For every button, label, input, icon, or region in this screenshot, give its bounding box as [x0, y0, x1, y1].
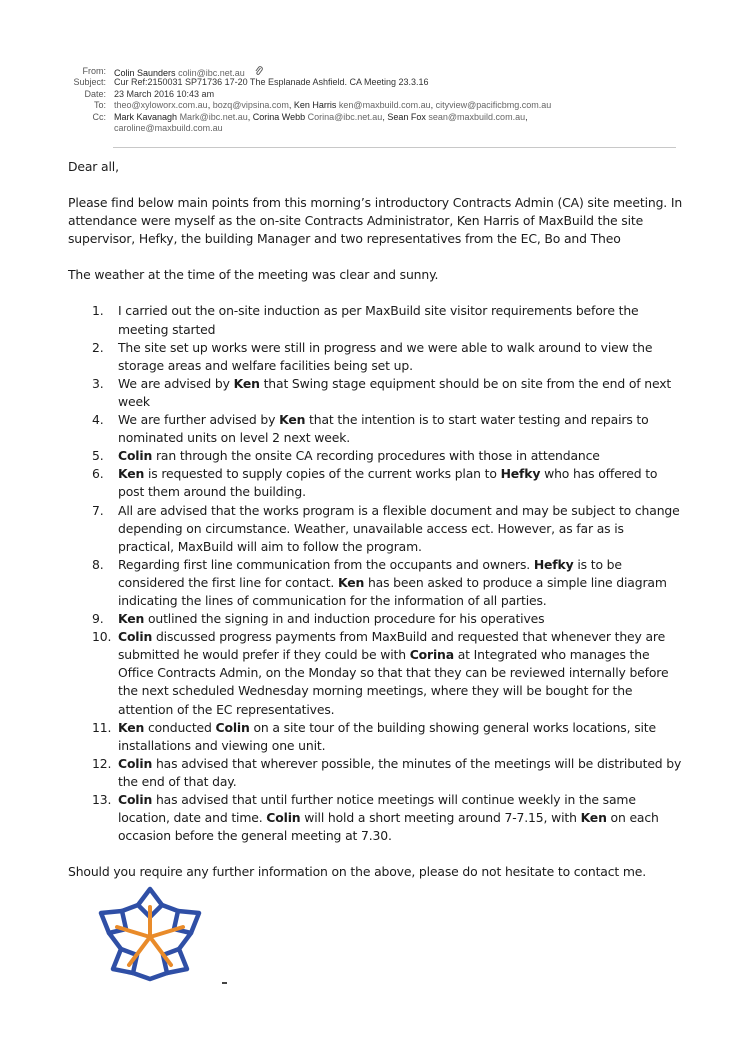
- list-item-text: outlined the signing in and induction procedure for his operatives: [144, 611, 545, 627]
- from-row: [0, 66, 744, 77]
- cc-row-continued: [0, 123, 744, 134]
- list-item-number: 6.: [92, 466, 104, 482]
- date-row: [0, 89, 744, 100]
- list-item-text: that the intention is to start water testing and repairs to nominated units on level 2 next week.: [118, 412, 649, 446]
- person-name: Ken: [279, 412, 306, 428]
- list-item-text: has been asked to produce a simple line diagram indicating the lines of communication for the information of all parties.: [118, 574, 667, 608]
- list-item-text: is to be considered the first line for contact.: [118, 556, 622, 590]
- list-item: [68, 375, 683, 411]
- intro-paragraph: Please find below main points from this morning’s introductory Contracts Admin (CA) site meeting. In attendance were myself as the on-site Contracts Administrator, Ken Harris of MaxBuild the site supervisor, Hefky, the building Manager and two representatives from the EC, Bo and Theo: [68, 195, 683, 247]
- recipient-name[interactable]: Ken Harris: [293, 100, 337, 111]
- list-item-number: 10.: [92, 629, 112, 645]
- closing-paragraph: Should you require any further information on the above, please do not hesitate to contact me.: [68, 864, 647, 880]
- person-name: Colin: [215, 719, 250, 735]
- person-name: Colin: [118, 755, 153, 771]
- list-item-number: 8.: [92, 556, 104, 572]
- list-item-number: 5.: [92, 448, 104, 464]
- list-item-number: 11.: [92, 719, 112, 735]
- greeting: Dear all,: [68, 159, 119, 174]
- list-item-text: is requested to supply copies of the current works plan to: [144, 466, 501, 482]
- person-name: Hefky: [500, 466, 541, 482]
- list-item-number: 13.: [92, 792, 112, 807]
- list-item-number: 3.: [92, 375, 104, 391]
- to-label: To:: [93, 100, 106, 111]
- list-item: [68, 755, 683, 791]
- list-item-number: 9.: [92, 611, 104, 627]
- signature-mark: [222, 982, 227, 984]
- list-item: [68, 447, 683, 465]
- company-logo: [95, 883, 205, 983]
- email-body: [68, 158, 683, 881]
- list-item-text: will hold a short meeting around 7-7.15, with: [300, 810, 581, 826]
- person-name: Ken: [118, 466, 145, 482]
- list-item: [68, 502, 683, 556]
- person-name: Ken: [118, 719, 145, 735]
- email-header: [0, 66, 744, 134]
- list-item-text: that Swing stage equipment should be on site from the end of next week: [118, 375, 672, 409]
- meeting-points-list: [68, 302, 683, 845]
- person-name: Colin: [118, 792, 153, 807]
- recipient-email[interactable]: bozq@vipsina.com: [212, 100, 289, 111]
- subject-label: Subject:: [73, 77, 106, 88]
- list-item-text: ran through the onsite CA recording procedures with those in attendance: [152, 448, 600, 464]
- list-item: [68, 465, 683, 501]
- cc-name[interactable]: Sean Fox: [387, 111, 426, 122]
- list-item-text: conducted: [144, 719, 216, 735]
- person-name: Ken: [118, 611, 145, 627]
- list-item: [68, 302, 683, 338]
- cc-name[interactable]: Corina Webb: [252, 111, 306, 122]
- recipient-email[interactable]: ken@maxbuild.com.au: [338, 100, 431, 111]
- list-item-number: 4.: [92, 412, 104, 428]
- cc-name[interactable]: Mark Kavanagh: [114, 111, 178, 122]
- person-name: Ken: [337, 574, 365, 590]
- list-item-text: Regarding first line communication from the occupants and owners.: [118, 556, 534, 572]
- list-item: [68, 339, 683, 375]
- subject-value: Cur Ref:2150031 SP71736 17-20 The Esplanade Ashfield. CA Meeting 23.3.16: [114, 77, 429, 88]
- subject-row: [0, 77, 744, 88]
- list-item-text: on a site tour of the building showing general works locations, site installations and viewing one unit.: [118, 719, 656, 753]
- list-item: [68, 610, 683, 628]
- person-name: Ken: [580, 810, 607, 826]
- list-item-text: who has offered to post them around the building.: [118, 466, 658, 500]
- list-item: [68, 556, 683, 610]
- cc-row: Cc: Mark Kavanagh Mark@ibc.net.au, Corina Webb Corina@ibc.net.au, Sean Fox sean@maxbuild.com.au,: [92, 111, 528, 122]
- person-name: Hefky: [533, 556, 574, 572]
- recipient-email[interactable]: cityview@pacificbmg.com.au: [435, 100, 552, 111]
- list-item-text: discussed progress payments from MaxBuild and requested that whenever they are submitted he would prefer if they could be with: [118, 629, 666, 663]
- sender-email[interactable]: colin@ibc.net.au: [178, 68, 245, 78]
- list-item-number: 12.: [92, 755, 112, 771]
- list-item-text: We are advised by: [118, 375, 234, 391]
- list-item-text: on each occasion before the general meeting at 7.30.: [118, 810, 659, 844]
- date-label: Date:: [84, 88, 106, 99]
- cc-label: Cc:: [92, 111, 106, 122]
- list-item: [68, 628, 683, 718]
- person-name: Corina: [409, 647, 454, 663]
- list-item-number: 2.: [92, 339, 104, 355]
- list-item: [68, 411, 683, 447]
- list-item-text: at Integrated who manages the Office Contracts Admin, on the Monday so that that they can be reviewed internally before the next scheduled Wednesday morning meetings, where they will be bought for the attention of the EC representatives.: [118, 647, 669, 717]
- list-item: [68, 719, 683, 755]
- list-item-text: The site set up works were still in progress and we were able to walk around to view the storage areas and welfare facilities being set up.: [118, 339, 653, 373]
- list-item-number: 1.: [92, 303, 104, 319]
- person-name: Colin: [118, 629, 153, 645]
- cc-email[interactable]: Corina@ibc.net.au: [307, 111, 383, 122]
- list-item: [68, 791, 683, 845]
- date-value: 23 March 2016 10:43 am: [114, 88, 215, 99]
- sender-name[interactable]: Colin Saunders: [114, 68, 176, 78]
- list-item-text: has advised that wherever possible, the minutes of the meetings will be distributed by the end of that day.: [118, 755, 682, 789]
- person-name: Ken: [233, 375, 260, 391]
- list-item-text: I carried out the on-site induction as per MaxBuild site visitor requirements before the meeting started: [118, 303, 639, 337]
- cc-email[interactable]: sean@maxbuild.com.au: [428, 111, 526, 122]
- cc-email[interactable]: Mark@ibc.net.au: [179, 111, 248, 122]
- list-item-text: has advised that until further notice meetings will continue weekly in the same location, date and time.: [118, 792, 636, 826]
- header-divider: [113, 147, 676, 148]
- weather-paragraph: The weather at the time of the meeting was clear and sunny.: [68, 267, 439, 283]
- to-row: To: theo@xyloworx.com.au, bozq@vipsina.com, Ken Harris ken@maxbuild.com.au, cityview@pacificbmg.com.au: [93, 100, 552, 111]
- person-name: Colin: [118, 448, 153, 464]
- from-label: From:: [82, 66, 106, 76]
- list-item-text: All are advised that the works program is a flexible document and may be subject to change depending on circumstance. Weather, unavailable access ect. However, as far as is practical, MaxBuild will aim to follow the program.: [118, 502, 680, 554]
- person-name: Colin: [266, 810, 301, 826]
- list-item-text: We are further advised by: [118, 412, 280, 428]
- list-item-number: 7.: [92, 502, 104, 518]
- cc-email[interactable]: caroline@maxbuild.com.au: [114, 122, 223, 133]
- recipient-email[interactable]: theo@xyloworx.com.au: [114, 100, 208, 111]
